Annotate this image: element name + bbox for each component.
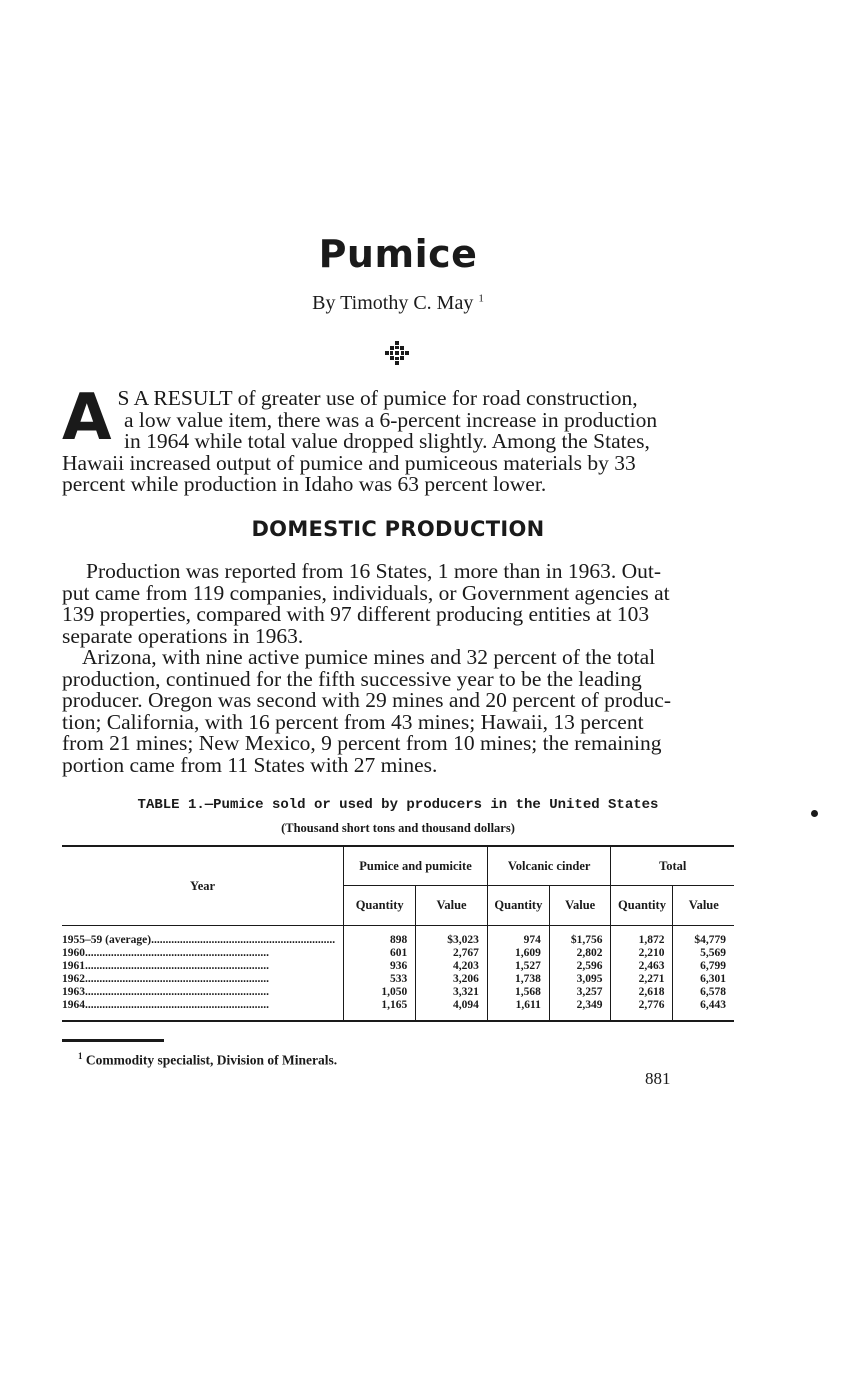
paragraph-line: from 21 mines; New Mexico, 9 percent from 10 mines; the remaining — [62, 731, 662, 755]
group-header: Total — [611, 846, 734, 886]
intro-paragraph — [62, 381, 736, 496]
table-row — [62, 999, 734, 1021]
drop-cap: A — [62, 381, 112, 455]
paragraph-line: put came from 119 companies, individuals, or Government agencies at — [62, 580, 670, 605]
table-cell: 1,050 — [344, 986, 416, 999]
paragraph-line: Arizona, with nine active pumice mines and 32 percent of the total — [82, 645, 656, 669]
table-cell: 2,776 — [611, 999, 673, 1021]
table-cell: 1,609 — [487, 947, 549, 960]
intro-line: Hawaii increased output of pumice and pumiceous materials by 33 — [62, 450, 636, 475]
table-cell: 1,165 — [344, 999, 416, 1021]
table-cell: 3,321 — [416, 986, 488, 999]
footnote — [78, 1051, 337, 1069]
table-cell: 2,210 — [611, 947, 673, 960]
table-row — [62, 973, 734, 986]
column-header: Value — [549, 886, 611, 926]
table-cell: 601 — [344, 947, 416, 960]
paragraph-arizona — [62, 647, 736, 776]
table-cell: $4,779 — [694, 934, 726, 946]
table-cell: 936 — [344, 960, 416, 973]
table-cell: 4,203 — [416, 960, 488, 973]
table-cell: 2,271 — [611, 973, 673, 986]
table-cell: 1,568 — [487, 986, 549, 999]
table-cell: 5,569 — [700, 947, 726, 959]
table-cell: $3,023 — [416, 926, 488, 948]
table-cell: 533 — [344, 973, 416, 986]
paragraph-line: producer. Oregon was second with 29 mines and 20 percent of produc- — [62, 688, 671, 712]
table-cell: 6,578 — [700, 986, 726, 998]
table-cell: 974 — [487, 926, 549, 948]
table-cell: 2,463 — [611, 960, 673, 973]
year-header: Year — [62, 846, 344, 926]
table-row — [62, 986, 734, 999]
group-header: Volcanic cinder — [487, 846, 611, 886]
year-cell: 1964 ..... — [62, 999, 344, 1021]
footnote-rule — [62, 1039, 164, 1042]
paragraph-line: tion; California, with 16 percent from 43 mines; Hawaii, 13 percent — [62, 709, 644, 734]
author-name: By Timothy C. May — [312, 292, 474, 314]
fleuron-ornament-icon — [384, 340, 410, 366]
table-cell: 2,767 — [416, 947, 488, 960]
table-cell: 898 — [344, 926, 416, 948]
paragraph-line: portion came from 11 States with 27 mines. — [62, 752, 438, 777]
table-cell: 2,596 — [549, 960, 611, 973]
table-cell: $1,756 — [549, 926, 611, 948]
paragraph-line: 139 properties, compared with 97 different producing entities at 103 — [62, 602, 650, 626]
paragraph-line: production, continued for the fifth successive year to be the leading — [62, 666, 642, 691]
paragraph-line: Production was reported from 16 States, 1 more than in 1963. Out- — [86, 559, 662, 583]
pumice-table — [62, 845, 734, 1022]
section-heading: DOMESTIC PRODUCTION — [251, 517, 545, 541]
page-number: 881 — [645, 1069, 671, 1088]
paragraph-line: separate operations in 1963. — [62, 623, 304, 648]
table-cell: 3,206 — [416, 973, 488, 986]
table-cell: 3,095 — [549, 973, 611, 986]
year-cell: 1963 ..... — [62, 986, 344, 999]
year-cell: 1961 ..... — [62, 960, 344, 973]
year-cell: 1955–59 (average) ..... — [62, 926, 344, 948]
table-row — [62, 926, 734, 948]
table-cell: 1,738 — [487, 973, 549, 986]
column-header: Quantity — [344, 886, 416, 926]
intro-line: in 1964 while total value dropped slightly. Among the States, — [124, 429, 650, 453]
table-cell: 6,443 — [700, 999, 726, 1011]
table-cell: 2,802 — [549, 947, 611, 960]
paragraph-production — [62, 561, 736, 647]
table-cell: 1,872 — [611, 926, 673, 948]
table-cell: 2,349 — [549, 999, 611, 1021]
intro-line: percent while production in Idaho was 63 percent lower. — [62, 472, 547, 496]
table-cell: 2,618 — [611, 986, 673, 999]
table-caption: TABLE 1.—Pumice sold or used by producers in the United States — [137, 797, 659, 813]
byline — [0, 292, 796, 315]
year-cell: 1962 ..... — [62, 973, 344, 986]
column-header: Value — [416, 886, 488, 926]
table-cell: 6,301 — [700, 973, 726, 985]
table-cell: 1,611 — [487, 999, 549, 1021]
page-title: Pumice — [318, 232, 478, 276]
table-subcaption: (Thousand short tons and thousand dollars) — [281, 821, 515, 835]
table-row — [62, 947, 734, 960]
year-cell: 1960 ..... — [62, 947, 344, 960]
column-header: Quantity — [487, 886, 549, 926]
intro-line: a low value item, there was a 6-percent increase in production — [124, 407, 658, 432]
footnote-marker: 1 — [478, 292, 484, 305]
table-row — [62, 960, 734, 973]
table-cell: 6,799 — [700, 960, 726, 972]
footnote-text: Commodity specialist, Division of Minerals. — [85, 1052, 338, 1068]
table-cell: 4,094 — [416, 999, 488, 1021]
column-header: Quantity — [611, 886, 673, 926]
footnote-mark: 1 — [78, 1051, 83, 1061]
table-cell: 3,257 — [549, 986, 611, 999]
table-cell: 1,527 — [487, 960, 549, 973]
group-header: Pumice and pumicite — [344, 846, 488, 886]
column-header: Value — [673, 886, 734, 926]
intro-line: S A RESULT of greater use of pumice for road construction, — [117, 386, 638, 410]
bullet-mark — [811, 810, 818, 817]
